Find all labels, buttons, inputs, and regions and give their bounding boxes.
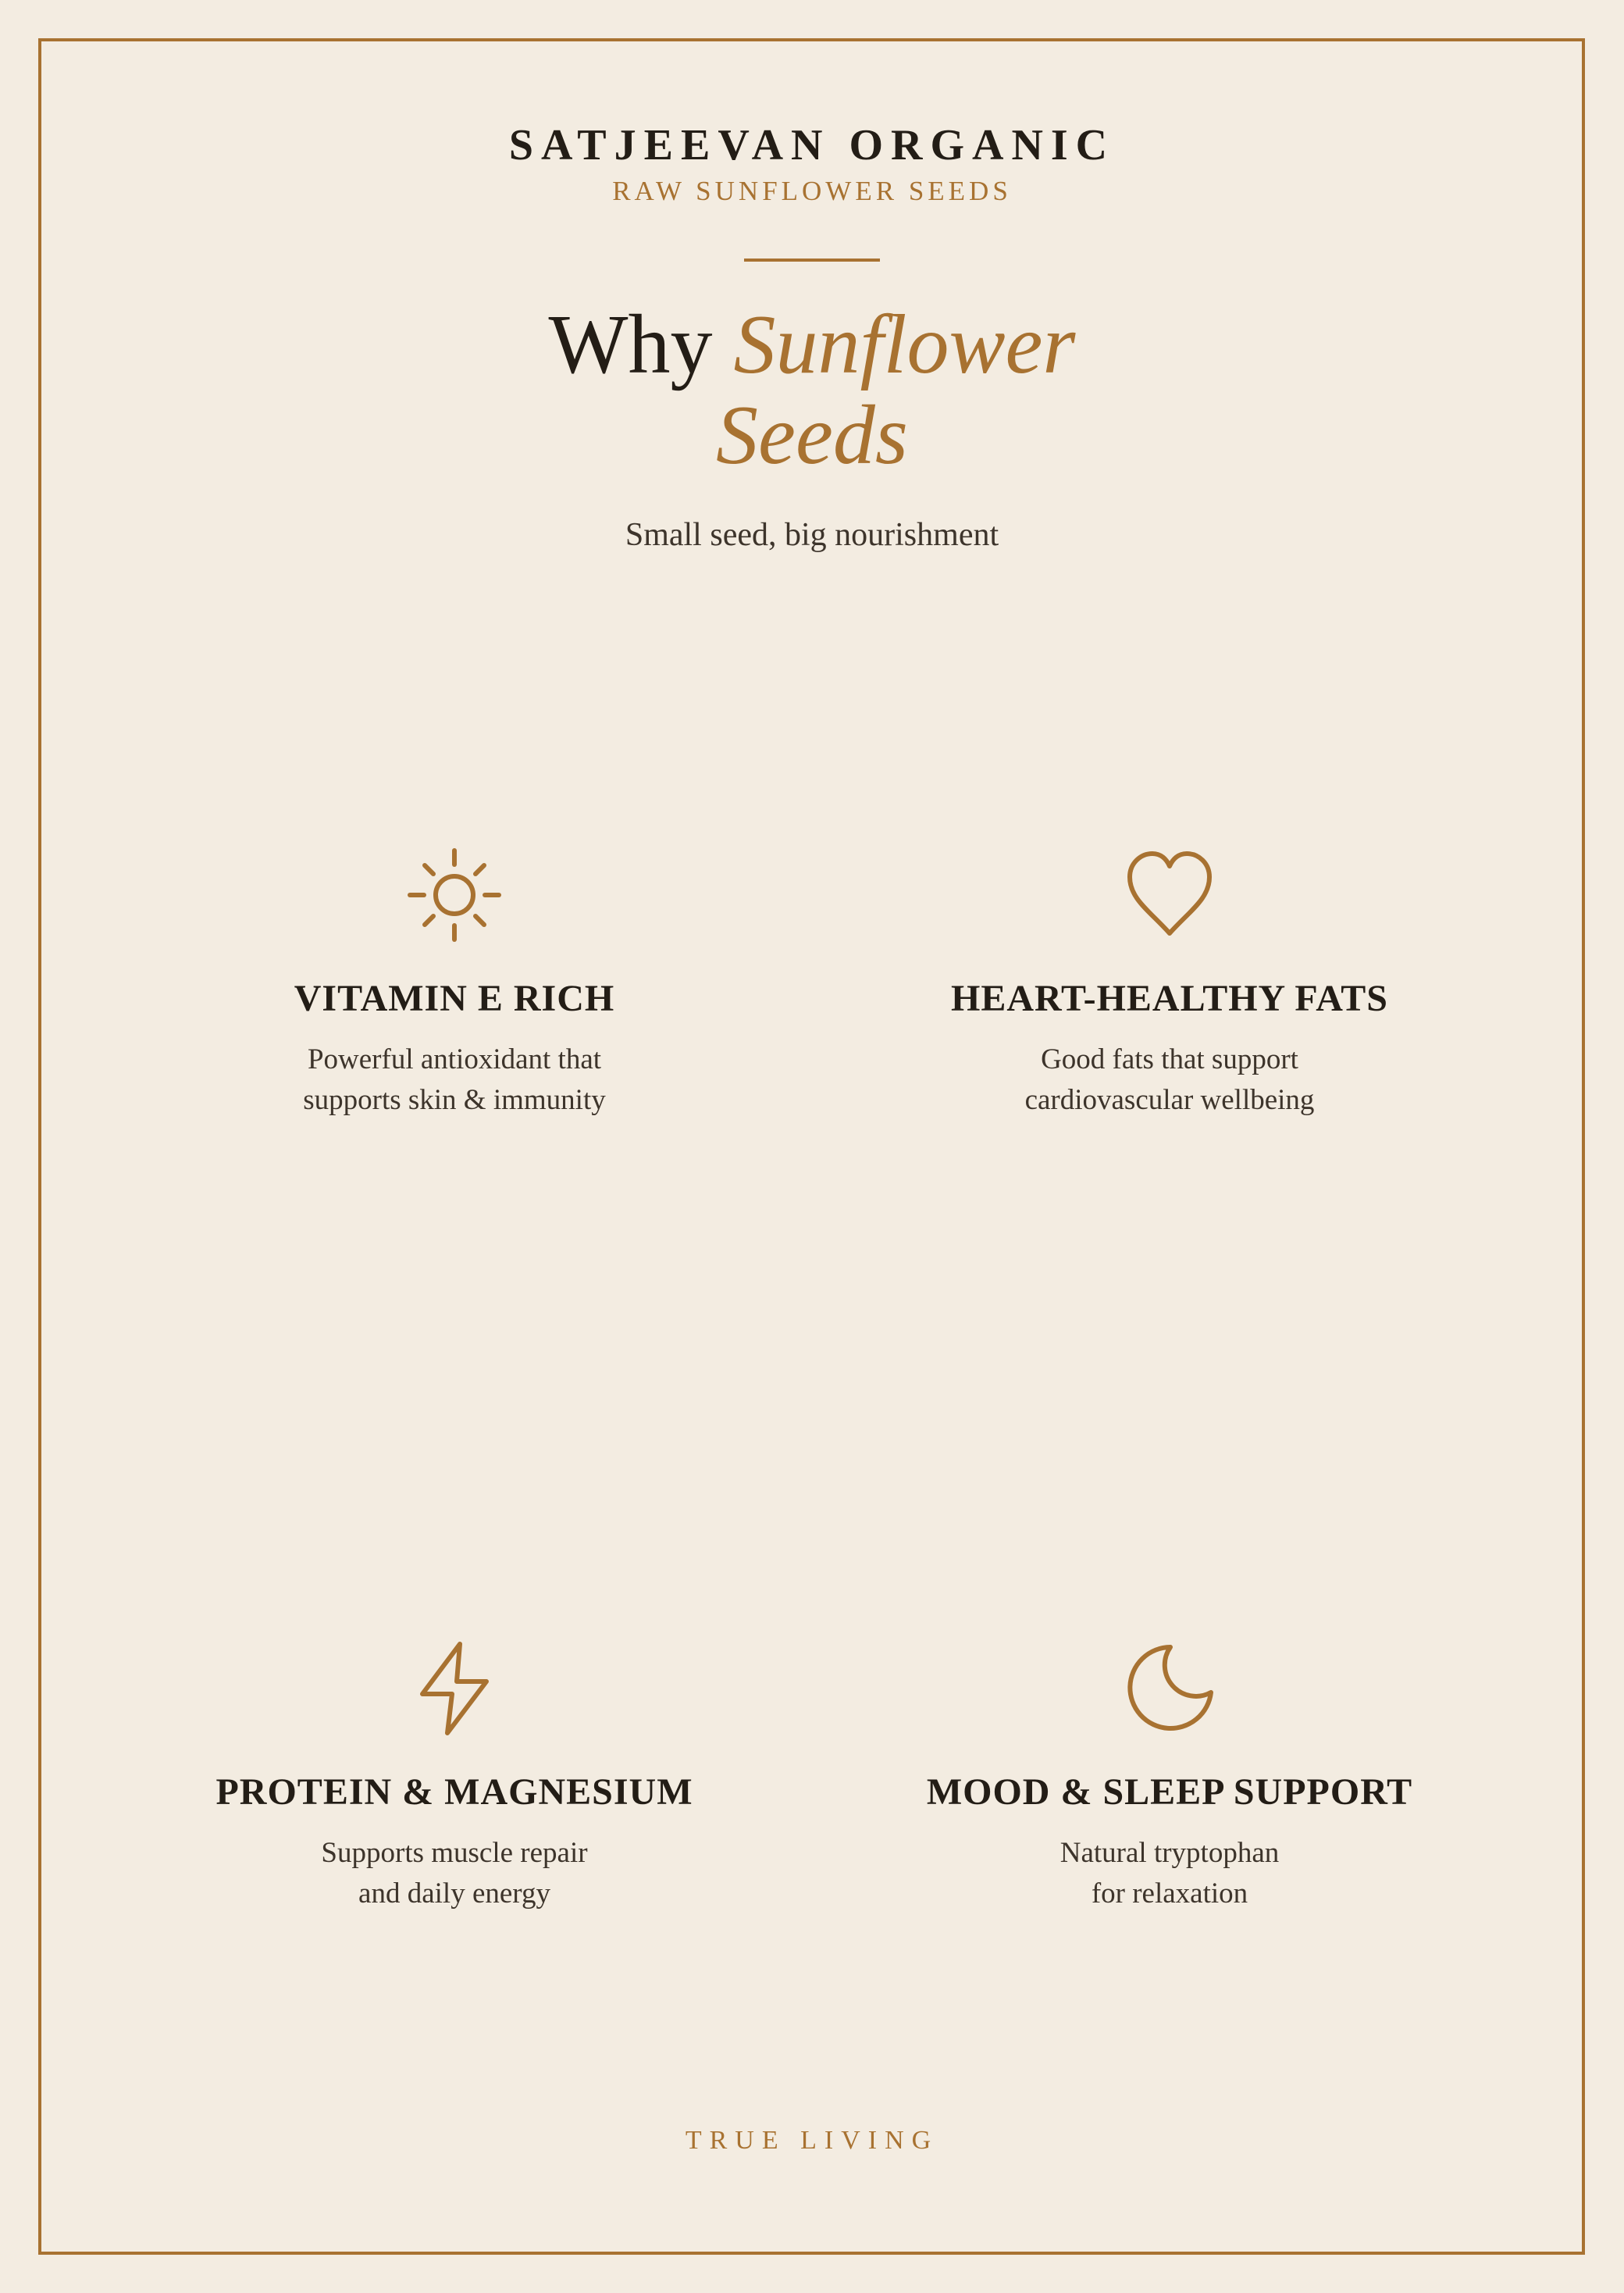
feature-title: MOOD & SLEEP SUPPORT xyxy=(926,1771,1413,1813)
tagline: Small seed, big nourishment xyxy=(625,517,999,553)
title-accent-line2: Seeds xyxy=(716,389,908,482)
feature-description: Supports muscle repair and daily energy xyxy=(321,1837,588,1910)
feature-title: PROTEIN & MAGNESIUM xyxy=(215,1771,693,1813)
moon-icon xyxy=(1119,1638,1220,1739)
feature-description: Natural tryptophan for relaxation xyxy=(1060,1837,1280,1910)
feature-vitamin-e xyxy=(103,844,806,1121)
divider xyxy=(744,259,880,262)
heart-icon xyxy=(1119,844,1220,946)
feature-title: HEART-HEALTHY FATS xyxy=(950,978,1388,1019)
sun-icon xyxy=(404,844,505,946)
feature-protein-magnesium xyxy=(103,1638,806,1914)
feature-title: VITAMIN E RICH xyxy=(294,978,615,1019)
title-plain: Why xyxy=(548,298,713,391)
footer-tagline: TRUE LIVING xyxy=(685,2126,939,2155)
feature-mood-sleep xyxy=(818,1638,1521,1914)
lightning-icon xyxy=(404,1638,505,1739)
feature-description: Good fats that support cardiovascular wellbeing xyxy=(1024,1043,1315,1116)
feature-heart-healthy xyxy=(818,844,1521,1121)
feature-description: Powerful antioxidant that supports skin & immunity xyxy=(303,1043,606,1116)
brand-name: SATJEEVAN ORGANIC xyxy=(508,121,1116,169)
page-title xyxy=(0,300,1624,481)
product-name: RAW SUNFLOWER SEEDS xyxy=(612,176,1012,206)
title-accent-line1: Sunflower xyxy=(733,298,1076,391)
